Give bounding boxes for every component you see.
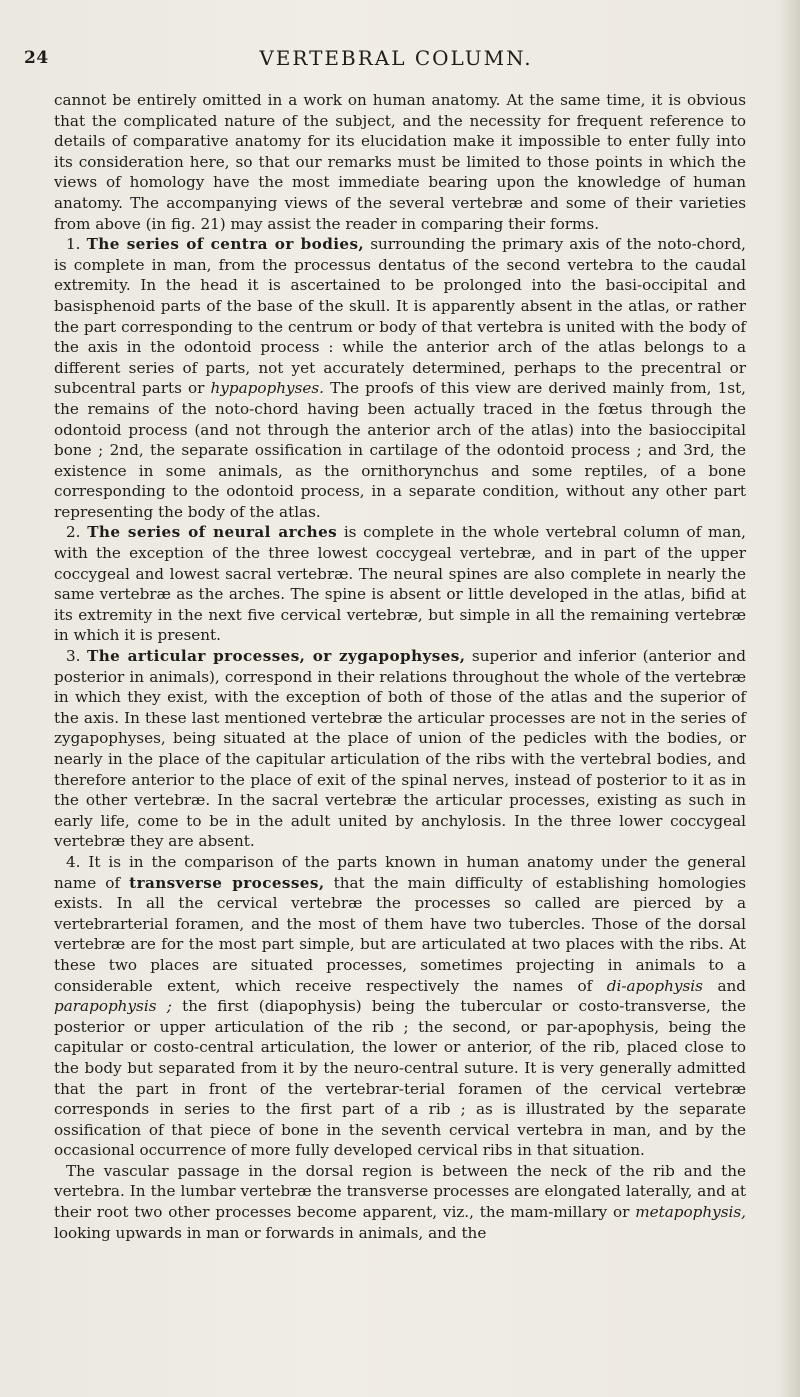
page-edge-shadow [778, 0, 800, 1397]
page-number: 24 [24, 48, 49, 68]
section-heading: The series of neural arches [87, 523, 338, 542]
running-title: VERTEBRAL COLUMN. [259, 46, 533, 70]
conjunction: and [717, 976, 747, 995]
paragraph-text: is complete in the whole vertebral column of man, with the exception of the three lowest coccygeal vertebræ, and in part of the upper coccygeal and lowest sacral vertebræ. The neural spines are also complete in nearly the same vertebræ as the arches. The spine is absent or little developed in the atlas, bifid at its extremity in the next five cervical vertebræ, but simple in all the remaining vertebræ in which it is present. [54, 523, 747, 645]
section-heading: transverse processes, [129, 873, 325, 892]
italic-term: parapophysis ; [54, 997, 172, 1016]
section-heading: The articular processes, or zygapophyses, [87, 647, 466, 666]
paragraph-text: It is in the comparison of the parts known in human anatomy under the general name of [54, 852, 746, 892]
section-3-paragraph [54, 646, 746, 852]
paragraph-text: the first (diapophysis) being the tubercular or costo-transverse, the posterior or upper articulation of the rib ; the second, or par-apophysis, being the capitular or costo-central articulation, the lower or anterior, of the rib, placed close to the body but separated from it by the neuro-central suture. It is very generally admitted that the part in front of the vertebrar-terial foramen of the cervical vertebræ corresponds in series to the first part of a rib ; as is illustrated by the separate ossification of that piece of bone in the seventh cervical vertebra in man, and by the occasional occurrence of more fully developed cervical ribs in that situation. [54, 997, 746, 1160]
paragraph-text: superior and inferior (anterior and posterior in animals), correspond in their relations throughout the whole of the vertebræ in which they exist, with the exception of both of those of the atlas and the superior of the axis. In these last mentioned vertebræ the articular processes are not in the series of zygapophyses, being situated at the place of union of the pedicles with the bodies, or nearly in the place of the capitular articulation of the ribs with the vertebral bodies, and therefore anterior to the place of exit of the spinal nerves, instead of posterior to it as in the other vertebræ. In the sacral vertebræ the articular processes, existing as such in early life, come to be in the adult united by anchylosis. In the three lower coccygeal vertebræ they are absent. [54, 647, 747, 851]
paragraph-text: looking upwards in man or forwards in animals, and the [54, 1223, 487, 1242]
italic-term: di-apophysis [606, 976, 703, 995]
section-number: 4. [66, 852, 81, 871]
section-number: 2. [66, 523, 81, 542]
italic-term: metapophysis, [635, 1203, 746, 1222]
paragraph-text: that the main difficulty of establishing homologies exists. In all the cervical vertebræ the processes so called are pierced by a vertebrarterial foramen, and the most of them have two tubercles. Those of the dorsal vertebræ are for the most part simple, but are articulated at two places with the ribs. At these two places are situated processes, sometimes projecting in animals to a considerable extent, which receive respectively the names of [54, 873, 747, 995]
page-header [24, 44, 768, 74]
section-4-continuation [54, 1161, 746, 1243]
section-heading: The series of centra or bodies, [86, 235, 365, 254]
body-text [54, 90, 746, 1243]
paragraph-text: The proofs of this view are derived mainly from, 1st, the remains of the noto-chord having been actually traced in the fœtus through the odontoid process (and not through the anterior arch of the atlas) into the basioccipital bone ; 2nd, the separate ossification in cartilage of the odontoid process ; and 3rd, the existence in some animals, as the ornithorynchus and some reptiles, of a bone corresponding to the odontoid process, in a separate condition, without any other part representing the body of the atlas. [54, 379, 746, 521]
section-4-paragraph [54, 852, 746, 1161]
section-1-paragraph [54, 234, 746, 522]
section-2-paragraph [54, 522, 746, 646]
paragraph-text: The vascular passage in the dorsal region is between the neck of the rib and the vertebra. In the lumbar vertebræ the transverse processes are elongated laterally, and at their root two other processes become apparent, viz., the mam-millary or [54, 1161, 746, 1222]
section-number: 1. [66, 235, 81, 254]
paragraph-text: surrounding the primary axis of the noto-chord, is complete in man, from the processus dentatus of the second vertebra to the caudal extremity. In the head it is ascertained to be prolonged into the basi-occipital and basisphenoid parts of the base of the skull. It is apparently absent in the atlas, or rather the part corresponding to the centrum or body of that vertebra is united with the body of the axis in the odontoid process : while the anterior arch of the atlas belongs to a different series of parts, not yet accurately determined, perhaps to the precentral or subcentral parts or [54, 235, 746, 398]
section-number: 3. [66, 647, 81, 666]
intro-paragraph: cannot be entirely omitted in a work on human anatomy. At the same time, it is obvious that the complicated nature of the subject, and the necessity for frequent reference to details of comparative anatomy for its elucidation make it impossible to enter fully into its consideration here, so that our remarks must be limited to those points in which the views of homology have the most immediate bearing upon the knowledge of human anatomy. The accompanying views of the several vertebræ and some of their varieties from above (in fig. 21) may assist the reader in comparing their forms. [54, 91, 746, 233]
italic-term: hypapophyses. [210, 379, 325, 398]
